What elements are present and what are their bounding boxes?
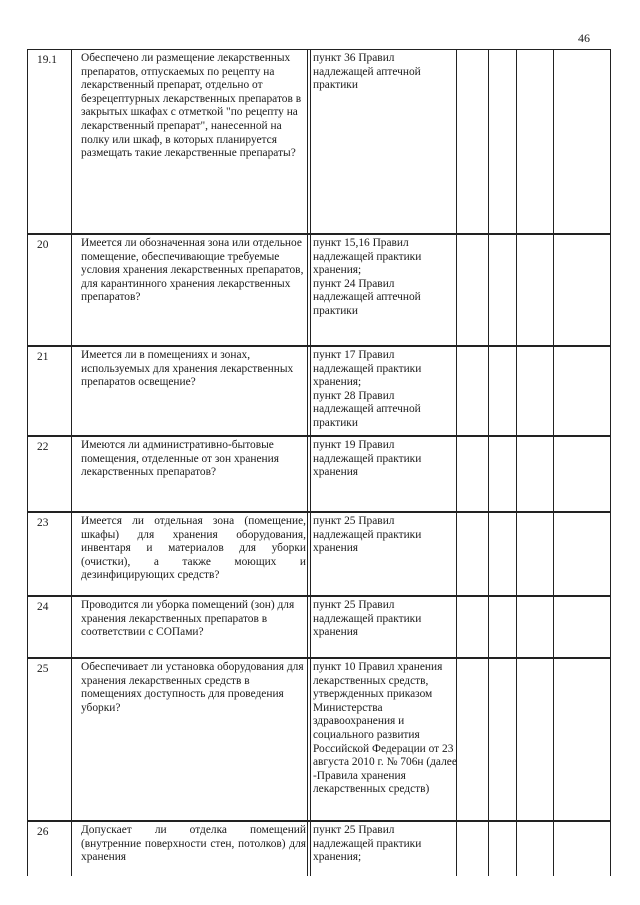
question-text: Обеспечивает ли установка оборудования для хранения лекарственных средств в помещениях доступность для проведения уборки? <box>81 661 304 714</box>
question-text: Имеется ли отдельная зона (помещение, шкафы) для хранения оборудования, инвентаря и материалов для уборки (очистки), а также моющих и дезинфицирующих средств? <box>81 515 306 582</box>
reference-line: пункт 15,16 Правил надлежащей практики хранения; <box>313 237 422 277</box>
question-text: Имеются ли административно-бытовые помещения, отделенные от зон хранения лекарственных препаратов? <box>81 439 279 479</box>
reference-text <box>313 50 457 93</box>
question-text: Допускает ли отделка помещений (внутренние поверхности стен, потолков) для хранения <box>81 824 306 864</box>
reference-text <box>313 822 457 865</box>
reference-line: пункт 28 Правил надлежащей аптечной практики <box>313 389 421 429</box>
question-text: Обеспечено ли размещение лекарственных препаратов, отпускаемых по рецепту на лекарственный препарат, отдельно от безрецептурных лекарственных препаратов в закрытых шкафах с отметкой "по рецепту на лекарственный препарат", нанесенной на полку или шкаф, в которых планируется размещать такие лекарственные препараты? <box>81 52 302 160</box>
column-divider <box>488 50 489 876</box>
reference-text <box>313 513 457 556</box>
row-number: 24 <box>37 601 49 613</box>
reference-line: пункт 19 Правил надлежащей практики хранения <box>313 439 422 479</box>
reference-line: пункт 36 Правил надлежащей аптечной практики <box>313 52 421 92</box>
question-text: Имеется ли в помещениях и зонах, используемых для хранения лекарственных препаратов освещение? <box>81 349 294 389</box>
page-number: 46 <box>578 31 590 45</box>
row-number: 22 <box>37 441 49 453</box>
reference-line: пункт 10 Правил хранения лекарственных средств, утвержденных приказом Министерства здравоохранения и социального развития Российской Федерации от 23 августа 2010 г. № 706н (далее -Правила хранения лекарственных средств) <box>313 661 457 796</box>
question-text: Имеется ли обозначенная зона или отдельное помещение, обеспечивающие требуемые условия хранения лекарственных препаратов, для карантинного хранения лекарственных препаратов? <box>81 237 304 304</box>
reference-line: пункт 24 Правил надлежащей аптечной практики <box>313 277 421 317</box>
column-divider <box>71 50 72 876</box>
column-divider <box>307 50 311 876</box>
reference-text <box>313 659 457 797</box>
column-divider <box>516 50 517 876</box>
checklist-table <box>27 49 611 876</box>
question-text: Проводится ли уборка помещений (зон) для хранения лекарственных препаратов в соответствии с СОПами? <box>81 599 295 639</box>
reference-line: пункт 25 Правил надлежащей практики хранения; <box>313 824 422 864</box>
row-number: 23 <box>37 517 49 529</box>
reference-text <box>313 235 457 319</box>
reference-text <box>313 347 457 431</box>
reference-text <box>313 437 457 480</box>
reference-line: пункт 25 Правил надлежащей практики хранения <box>313 599 422 639</box>
row-number: 19.1 <box>37 54 57 66</box>
row-number: 26 <box>37 826 49 838</box>
row-number: 21 <box>37 351 49 363</box>
column-divider <box>553 50 554 876</box>
row-number: 25 <box>37 663 49 675</box>
row-number: 20 <box>37 239 49 251</box>
reference-line: пункт 17 Правил надлежащей практики хранения; <box>313 349 422 389</box>
reference-line: пункт 25 Правил надлежащей практики хранения <box>313 515 422 555</box>
reference-text <box>313 597 457 640</box>
